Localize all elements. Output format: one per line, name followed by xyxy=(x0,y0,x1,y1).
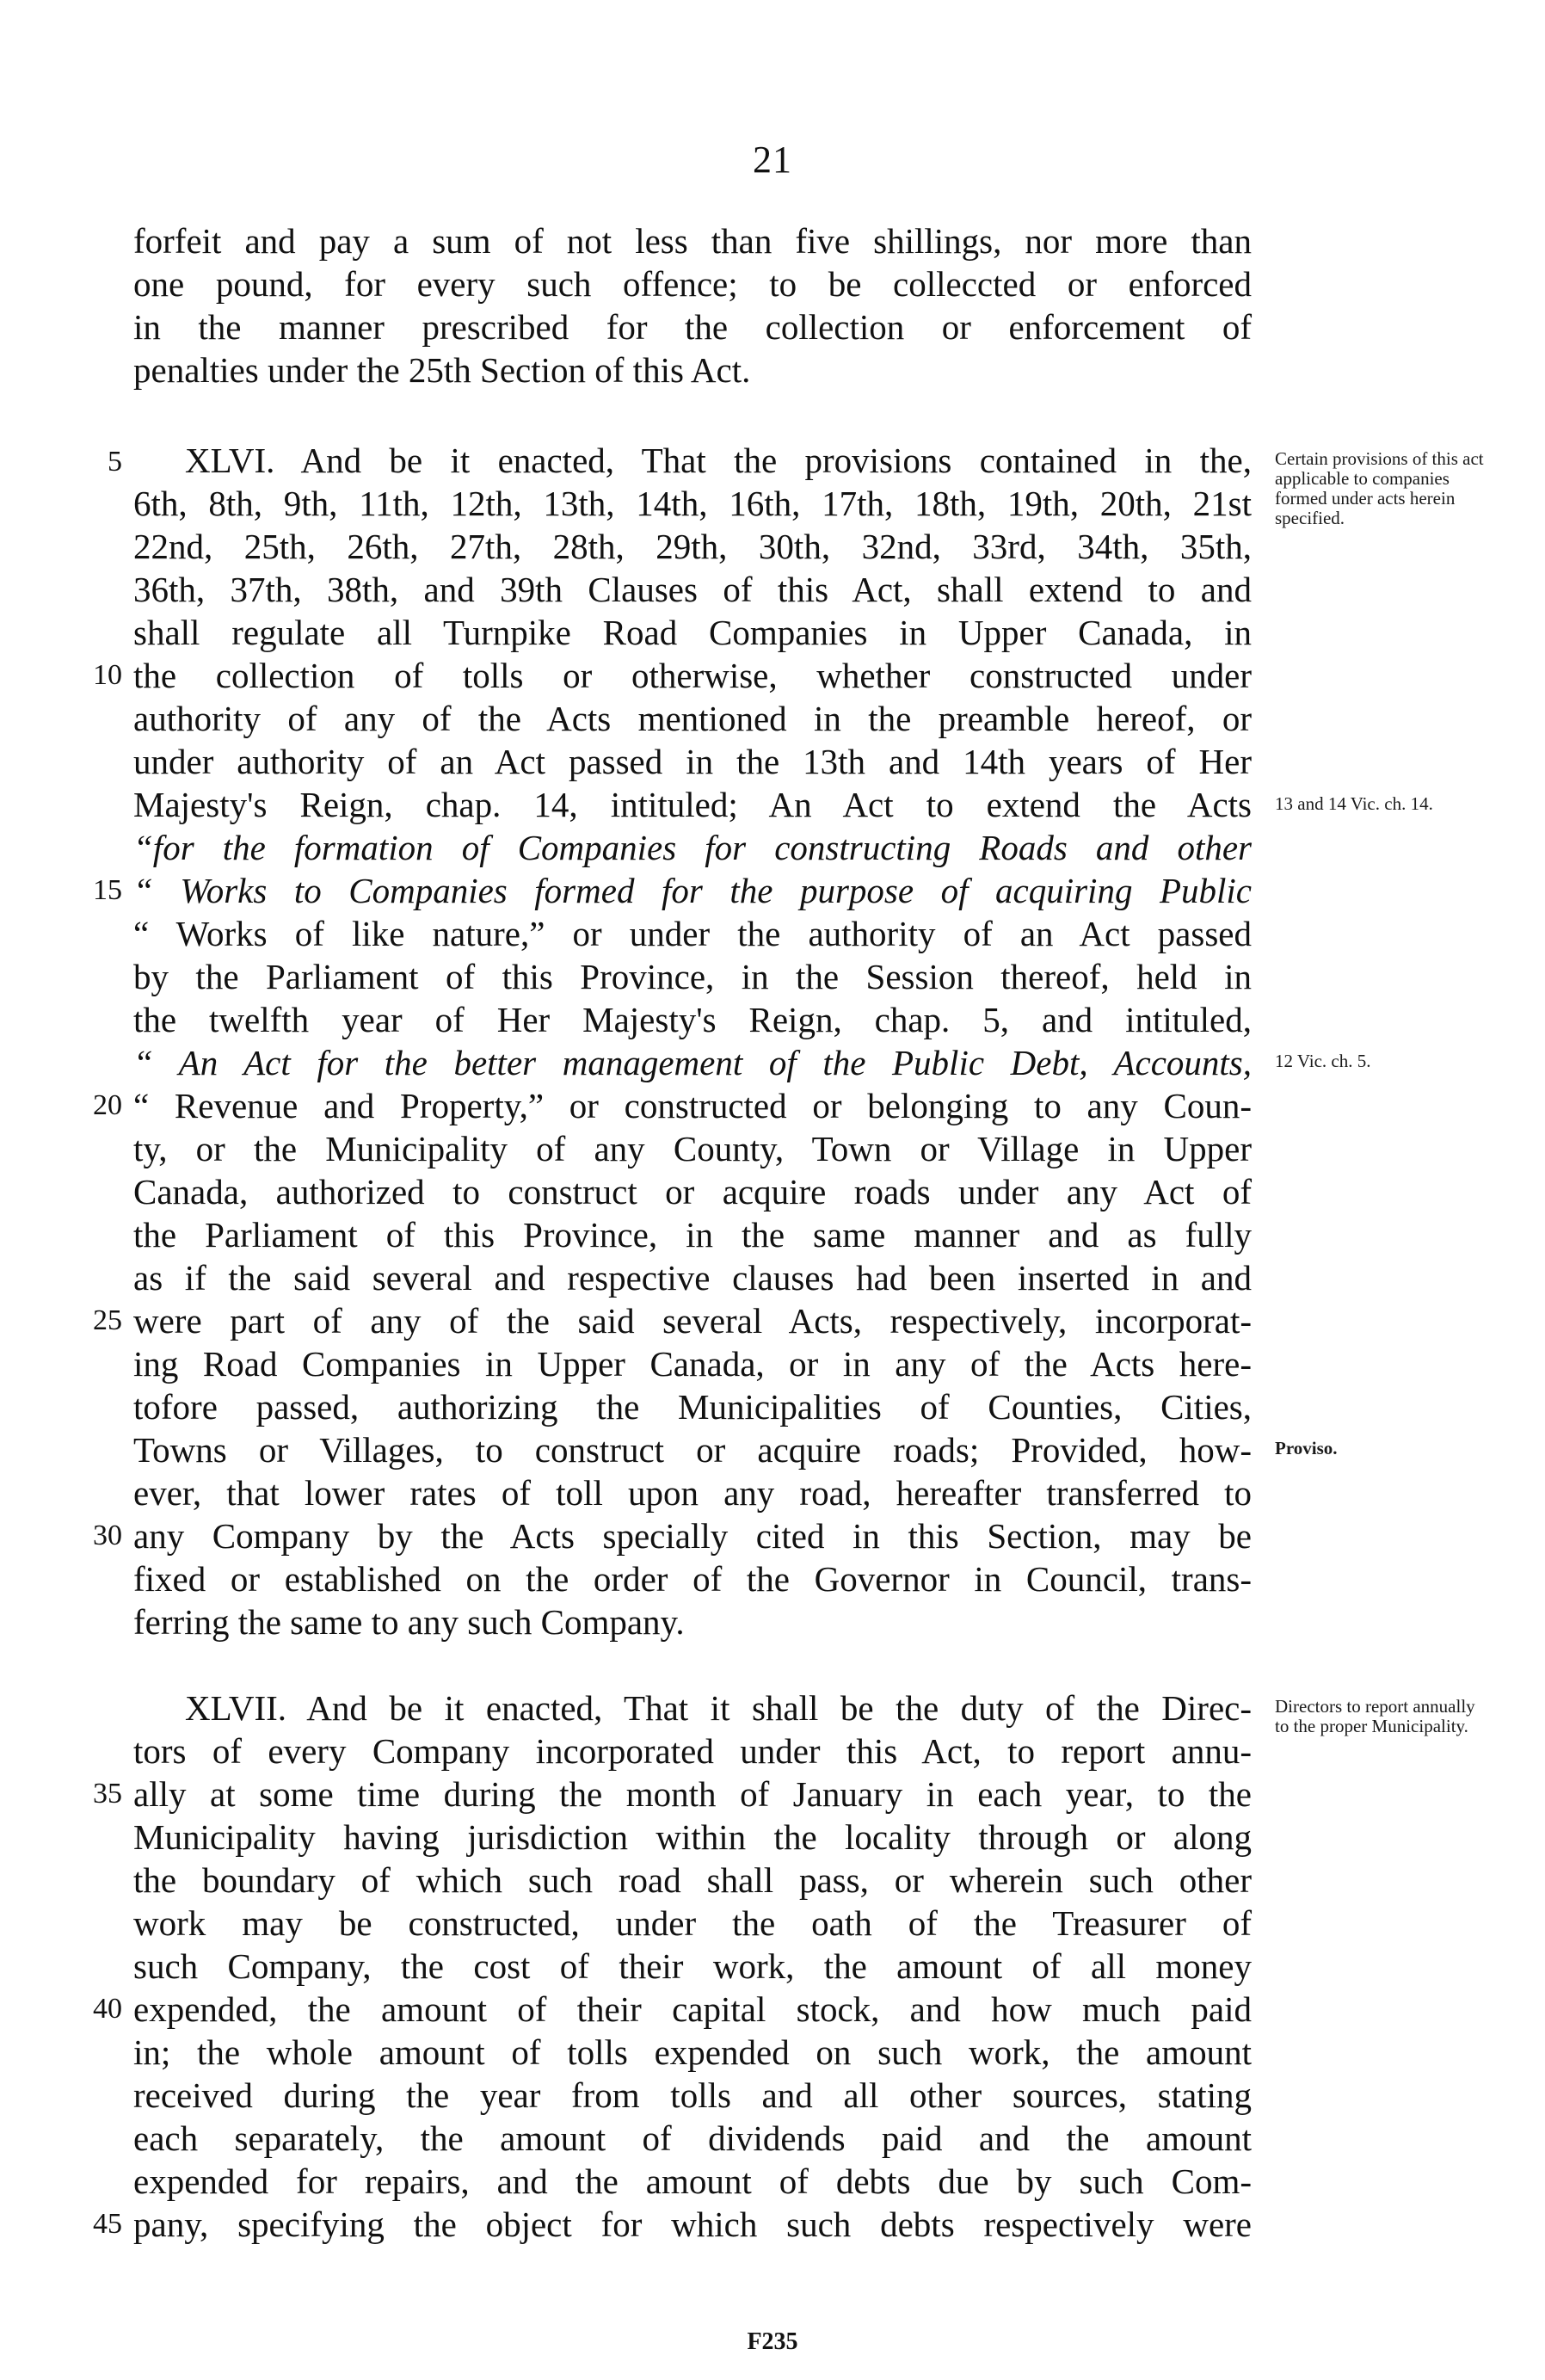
text-line: penalties under the 25th Section of this Act. xyxy=(133,350,751,390)
text-line: as if the said several and respective clauses had been inserted in and xyxy=(133,1258,1252,1298)
text-line: the boundary of which such road shall pass, or wherein such other xyxy=(133,1860,1252,1900)
page-number: 21 xyxy=(753,139,792,181)
line-number: 10 xyxy=(93,659,122,691)
marginal-note-proviso: Proviso. xyxy=(1275,1438,1338,1458)
text-line: work may be constructed, under the oath of the Treasurer of xyxy=(133,1903,1252,1943)
marginal-note-12-vic: 12 Vic. ch. 5. xyxy=(1275,1051,1371,1071)
text-line: ty, or the Municipality of any County, Town or Village in Upper xyxy=(133,1129,1252,1168)
section-heading-line: XLVI. And be it enacted, That the provisions contained in the, xyxy=(185,441,1252,480)
text-line: such Company, the cost of their work, the amount of all money xyxy=(133,1946,1252,1986)
marginal-note-13-14-vic: 13 and 14 Vic. ch. 14. xyxy=(1275,793,1433,814)
line-number: 25 xyxy=(93,1304,122,1336)
text-line: “ Revenue and Property,” or constructed or belonging to any Coun- xyxy=(133,1086,1252,1125)
marginal-note-directors: Directors to report annually to the proper Municipality. xyxy=(1275,1696,1475,1736)
text-line: expended, the amount of their capital stock, and how much paid xyxy=(133,1989,1252,2029)
text-line: “ Works to Companies formed for the purpose of acquiring Public xyxy=(133,871,1252,910)
line-number: 40 xyxy=(93,1993,122,2025)
text-line: were part of any of the said several Acts, respectively, incorporat- xyxy=(133,1301,1252,1341)
text-line: ever, that lower rates of toll upon any road, hereafter transferred to xyxy=(133,1473,1252,1513)
printer-signature-mark: F235 xyxy=(747,2328,798,2355)
text-line: Municipality having jurisdiction within the locality through or along xyxy=(133,1817,1252,1857)
text-line: tofore passed, authorizing the Municipalities of Counties, Cities, xyxy=(133,1387,1252,1427)
line-number: 45 xyxy=(93,2208,122,2240)
marginal-note-certain-provisions: Certain provisions of this act applicable to companies formed under acts herein specified. xyxy=(1275,448,1484,528)
line-number: 20 xyxy=(93,1089,122,1121)
text-line: ing Road Companies in Upper Canada, or in any of the Acts here- xyxy=(133,1344,1252,1384)
text-line: pany, specifying the object for which such debts respectively were xyxy=(133,2204,1252,2244)
text-line: the collection of tolls or otherwise, whether constructed under xyxy=(133,656,1252,695)
section-heading-line: XLVII. And be it enacted, That it shall be the duty of the Direc- xyxy=(185,1688,1252,1728)
text-line: by the Parliament of this Province, in the Session thereof, held in xyxy=(133,957,1252,996)
text-line: each separately, the amount of dividends paid and the amount xyxy=(133,2118,1252,2158)
text-line: 22nd, 25th, 26th, 27th, 28th, 29th, 30th, 32nd, 33rd, 34th, 35th, xyxy=(133,527,1252,566)
text-line: Towns or Villages, to construct or acquire roads; Provided, how- xyxy=(133,1430,1252,1470)
text-line: in; the whole amount of tolls expended on such work, the amount xyxy=(133,2032,1252,2072)
text-line: received during the year from tolls and all other sources, stating xyxy=(133,2075,1252,2115)
text-line: shall regulate all Turnpike Road Companies in Upper Canada, in xyxy=(133,613,1252,652)
text-line: ally at some time during the month of January in each year, to the xyxy=(133,1774,1252,1814)
text-line: forfeit and pay a sum of not less than five shillings, nor more than xyxy=(133,221,1252,261)
text-line: 6th, 8th, 9th, 11th, 12th, 13th, 14th, 16th, 17th, 18th, 19th, 20th, 21st xyxy=(133,484,1252,523)
text-line: expended for repairs, and the amount of debts due by such Com- xyxy=(133,2161,1252,2201)
text-line: “for the formation of Companies for constructing Roads and other xyxy=(133,828,1252,867)
text-line: tors of every Company incorporated under this Act, to report annu- xyxy=(133,1731,1252,1771)
line-number: 15 xyxy=(93,874,122,906)
line-number: 30 xyxy=(93,1520,122,1551)
text-line: “ An Act for the better management of the Public Debt, Accounts, xyxy=(133,1043,1252,1082)
text-line: the Parliament of this Province, in the same manner and as fully xyxy=(133,1215,1252,1255)
text-line: under authority of an Act passed in the 13th and 14th years of Her xyxy=(133,742,1252,781)
text-line: ferring the same to any such Company. xyxy=(133,1602,685,1642)
text-line: in the manner prescribed for the collection or enforcement of xyxy=(133,307,1252,347)
text-line: Canada, authorized to construct or acquire roads under any Act of xyxy=(133,1172,1252,1212)
text-line: Majesty's Reign, chap. 14, intituled; An Act to extend the Acts xyxy=(133,785,1252,824)
line-number: 35 xyxy=(93,1778,122,1810)
text-line: “ Works of like nature,” or under the authority of an Act passed xyxy=(133,914,1252,953)
line-number: 5 xyxy=(108,446,122,478)
text-line: the twelfth year of Her Majesty's Reign, chap. 5, and intituled, xyxy=(133,1000,1252,1039)
text-line: any Company by the Acts specially cited in this Section, may be xyxy=(133,1516,1252,1556)
text-line: one pound, for every such offence; to be colleccted or enforced xyxy=(133,264,1252,304)
text-line: fixed or established on the order of the Governor in Council, trans- xyxy=(133,1559,1252,1599)
text-line: 36th, 37th, 38th, and 39th Clauses of this Act, shall extend to and xyxy=(133,570,1252,609)
text-line: authority of any of the Acts mentioned in the preamble hereof, or xyxy=(133,699,1252,738)
